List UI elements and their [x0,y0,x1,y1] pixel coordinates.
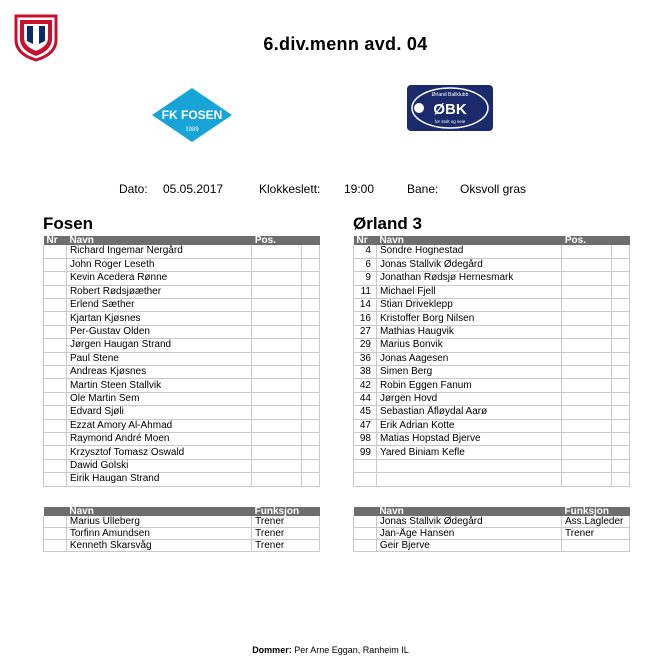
player-number [44,379,67,392]
player-number: 9 [354,272,377,285]
player-row [354,352,630,365]
player-name: Erlend Sæther [66,299,251,312]
nr-column-header: Nr [354,236,377,245]
staff-role: Trener [252,516,320,528]
player-extra [612,339,630,352]
player-position [562,339,612,352]
player-position [562,419,612,432]
player-position [252,419,302,432]
away-club-logo [406,84,494,132]
time-value: 19:00 [344,182,375,196]
home-logo-name: FK FOSEN [161,108,223,122]
player-extra [302,312,320,325]
staff-blank [44,540,67,552]
player-extra [302,392,320,405]
player-extra [302,446,320,459]
player-name: Kevin Acedera Rønne [66,272,251,285]
player-row [354,419,630,432]
player-number [354,459,377,472]
staff-role: Trener [562,528,630,540]
player-extra [612,258,630,271]
name-column-header: Navn [376,236,561,245]
player-row [44,245,320,258]
staff-role-header: Funksjon [252,507,320,516]
staff-name: Torfinn Amundsen [66,528,251,540]
player-row [354,406,630,419]
name-column-header: Navn [66,236,251,245]
player-position [562,272,612,285]
player-row [354,339,630,352]
time-label: Klokkeslett: [259,182,321,196]
player-position [252,473,302,486]
player-number [44,392,67,405]
player-row [44,258,320,271]
away-logo-sub-text: for stolt og seie [434,119,466,124]
home-club-logo [150,86,234,144]
player-name: Robin Eggen Fanum [376,379,561,392]
player-extra [302,325,320,338]
staff-name-header: Navn [66,507,251,516]
venue-label: Bane: [407,182,439,196]
player-position [252,352,302,365]
staff-row [354,528,630,540]
player-row [44,392,320,405]
player-name: Andreas Kjøsnes [66,366,251,379]
player-extra [612,459,630,472]
staff-name: Jan-Åge Hansen [376,528,561,540]
player-name: Matias Hopstad Bjerve [376,432,561,445]
player-name: Paul Stene [66,352,251,365]
staff-role: Trener [252,528,320,540]
player-extra [612,473,630,486]
player-number: 4 [354,245,377,258]
player-row [354,459,630,472]
player-extra [612,379,630,392]
player-row [44,432,320,445]
player-extra [612,285,630,298]
player-position [562,473,612,486]
home-staff-header [44,507,320,516]
staff-row [354,516,630,528]
player-position [252,459,302,472]
player-number [44,366,67,379]
player-position [252,245,302,258]
player-extra [612,272,630,285]
away-team-name: Ørland 3 [353,214,422,233]
player-number: 36 [354,352,377,365]
player-number: 6 [354,258,377,271]
staff-name: Marius Ulleberg [66,516,251,528]
player-number [44,352,67,365]
player-name: Per-Gustav Olden [66,325,251,338]
player-extra [612,392,630,405]
pos-column-header: Pos. [252,236,302,245]
player-number [44,245,67,258]
player-name: Richard Ingemar Nergård [66,245,251,258]
player-row [354,446,630,459]
player-row [354,432,630,445]
staff-blank [44,516,67,528]
player-name: Michael Fjell [376,285,561,298]
player-extra [302,339,320,352]
player-row [354,245,630,258]
player-name: Sondre Hognestad [376,245,561,258]
player-name: Erik Adrian Kotte [376,419,561,432]
player-extra [302,366,320,379]
player-row [44,366,320,379]
player-extra [302,432,320,445]
player-name: Jørgen Hovd [376,392,561,405]
player-number: 29 [354,339,377,352]
player-number: 42 [354,379,377,392]
player-extra [302,258,320,271]
player-extra [302,245,320,258]
player-position [562,299,612,312]
player-position [252,299,302,312]
player-number: 16 [354,312,377,325]
player-extra [302,299,320,312]
player-row [44,419,320,432]
player-row [354,272,630,285]
player-extra [302,285,320,298]
player-position [252,285,302,298]
player-extra [612,245,630,258]
staff-row [44,516,320,528]
staff-role: Trener [252,540,320,552]
player-position [252,392,302,405]
staff-name: Jonas Stallvik Ødegård [376,516,561,528]
player-name: Ezzat Amory Al-Ahmad [66,419,251,432]
player-name: Eirik Haugan Strand [66,473,251,486]
player-name: Martin Steen Stallvik [66,379,251,392]
away-staff-header [354,507,630,516]
player-number: 11 [354,285,377,298]
staff-name-header: Navn [376,507,561,516]
player-row [354,285,630,298]
player-extra [612,366,630,379]
player-name: Krzysztof Tomasz Oswald [66,446,251,459]
staff-role: Ass.Lagleder [562,516,630,528]
venue-value: Oksvoll gras [460,182,527,196]
player-row [354,379,630,392]
page-title: 6.div.menn avd. 04 [263,34,428,54]
player-number [44,459,67,472]
player-row [354,473,630,486]
home-roster-table [43,236,320,487]
player-name: Stian Driveklepp [376,299,561,312]
player-position [252,258,302,271]
player-number [354,473,377,486]
player-extra [302,352,320,365]
player-number: 27 [354,325,377,338]
player-number [44,299,67,312]
player-number: 47 [354,419,377,432]
player-row [354,299,630,312]
player-position [562,258,612,271]
player-row [44,406,320,419]
player-number [44,406,67,419]
player-position [562,285,612,298]
player-position [562,459,612,472]
player-extra [612,406,630,419]
player-number: 14 [354,299,377,312]
player-name [376,459,561,472]
player-number [44,285,67,298]
player-row [44,285,320,298]
player-row [44,299,320,312]
player-extra [612,352,630,365]
player-position [562,245,612,258]
player-extra [612,419,630,432]
player-position [562,392,612,405]
player-number: 45 [354,406,377,419]
staff-role-header: Funksjon [562,507,630,516]
player-row [354,258,630,271]
player-extra [302,459,320,472]
player-extra [612,432,630,445]
player-name: Robert Rødsjøæther [66,285,251,298]
player-position [562,352,612,365]
home-roster-header [44,236,320,245]
away-roster-header [354,236,630,245]
nr-column-header: Nr [44,236,67,245]
player-number [44,473,67,486]
player-row [44,272,320,285]
player-name: Jonathan Rødsjø Hernesmark [376,272,561,285]
player-number [44,339,67,352]
date-label: Dato: [119,182,148,196]
away-staff-table [353,507,630,552]
player-extra [612,299,630,312]
player-number [44,446,67,459]
player-number: 99 [354,446,377,459]
player-extra [612,312,630,325]
player-position [562,325,612,338]
player-row [354,366,630,379]
referee-line [0,645,661,655]
player-number [44,272,67,285]
player-row [44,446,320,459]
player-row [44,379,320,392]
player-name: Mathias Haugvik [376,325,561,338]
staff-blank [354,516,377,528]
staff-role [562,540,630,552]
extra-column-header [612,236,630,245]
away-roster-table [353,236,630,487]
staff-row [44,540,320,552]
player-position [252,406,302,419]
home-team-name: Fosen [43,214,94,233]
home-staff-table [43,507,320,552]
player-name: Jørgen Haugan Strand [66,339,251,352]
player-extra [302,272,320,285]
pos-column-header: Pos. [562,236,612,245]
player-number: 38 [354,366,377,379]
player-row [354,325,630,338]
player-extra [612,446,630,459]
staff-blank [44,528,67,540]
player-name: Jonas Aagesen [376,352,561,365]
home-logo-year: 1989 [185,127,199,133]
player-row [354,392,630,405]
away-logo-ring-text: Ørland Ballklubb [431,92,469,98]
staff-row [44,528,320,540]
player-extra [302,419,320,432]
player-row [44,339,320,352]
player-position [562,406,612,419]
player-number [44,258,67,271]
player-position [252,339,302,352]
player-name: Simen Berg [376,366,561,379]
player-position [252,366,302,379]
date-value: 05.05.2017 [163,182,224,196]
player-name: Yared Biniam Kefle [376,446,561,459]
staff-name: Kenneth Skarsvåg [66,540,251,552]
player-position [252,432,302,445]
player-name: Raymond André Moen [66,432,251,445]
player-name: Jonas Stallvik Ødegård [376,258,561,271]
player-position [562,446,612,459]
player-number [44,432,67,445]
player-name: Ole Martin Sem [66,392,251,405]
player-position [252,272,302,285]
staff-blank [354,528,377,540]
staff-name: Geir Bjerve [376,540,561,552]
player-name: Kristoffer Borg Nilsen [376,312,561,325]
player-name: Dawid Golski [66,459,251,472]
player-row [354,312,630,325]
player-number [44,325,67,338]
player-number: 98 [354,432,377,445]
player-position [562,379,612,392]
player-position [562,312,612,325]
player-number: 44 [354,392,377,405]
player-row [44,459,320,472]
player-extra [302,379,320,392]
extra-column-header [302,236,320,245]
staff-row [354,540,630,552]
player-position [252,325,302,338]
player-name: Edvard Sjøli [66,406,251,419]
player-extra [302,406,320,419]
player-row [44,325,320,338]
player-name [376,473,561,486]
player-row [44,312,320,325]
player-name: Marius Bonvik [376,339,561,352]
player-position [252,379,302,392]
player-position [252,312,302,325]
player-row [44,352,320,365]
player-name: Kjartan Kjøsnes [66,312,251,325]
player-name: John Roger Leseth [66,258,251,271]
staff-blank [354,540,377,552]
player-number [44,419,67,432]
player-number [44,312,67,325]
player-position [562,432,612,445]
referee-value: Per Arne Eggan, Ranheim IL [294,645,409,655]
away-logo-name: ØBK [433,101,467,118]
player-extra [302,473,320,486]
player-name: Sebastian Åfløydal Aarø [376,406,561,419]
player-position [252,446,302,459]
player-row [44,473,320,486]
referee-label: Dommer: [252,645,292,655]
player-extra [612,325,630,338]
player-position [562,366,612,379]
